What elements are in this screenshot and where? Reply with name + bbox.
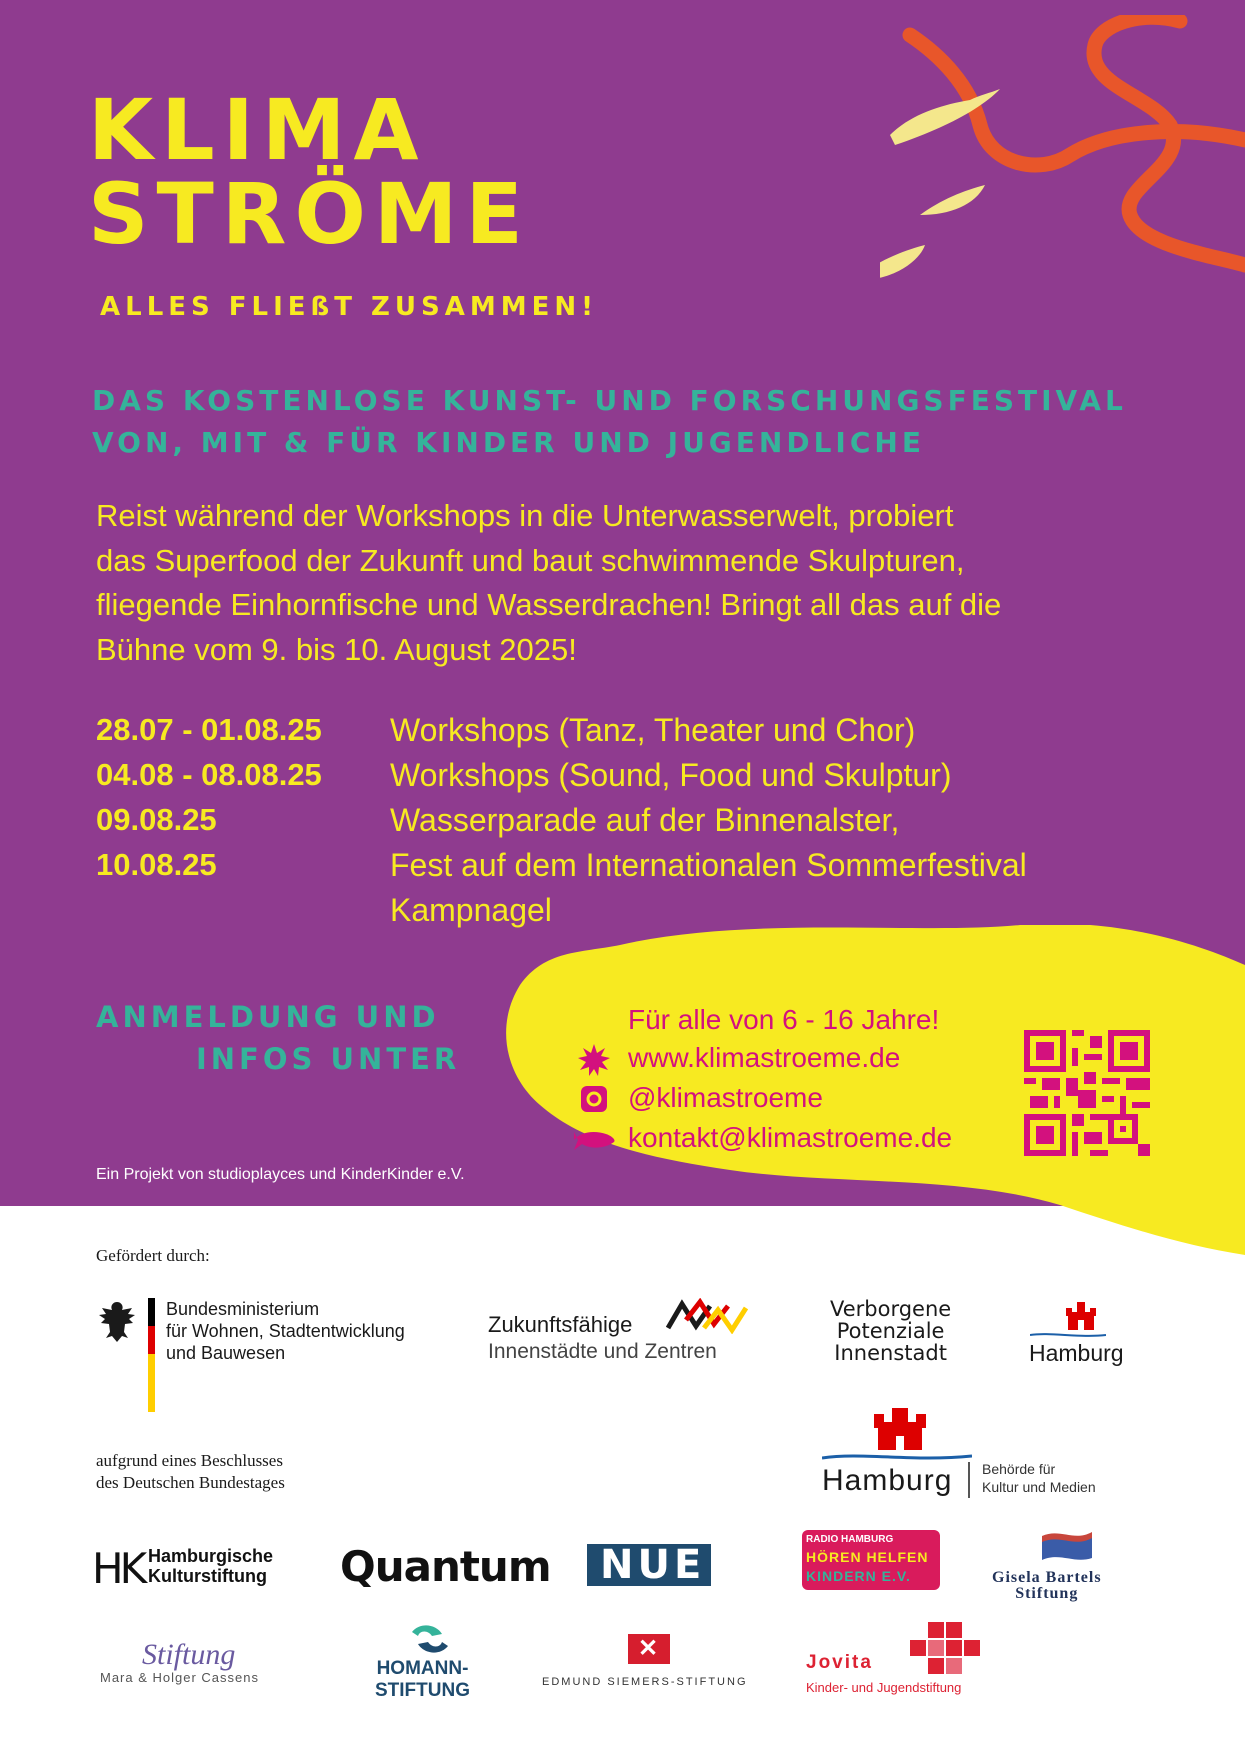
registration-line-2: INFOS UNTER: [196, 1042, 461, 1076]
hamburg-castle-icon: [1064, 1300, 1098, 1334]
homann-line: HOMANN-: [376, 1658, 469, 1679]
schedule-date: 04.08 - 08.08.25: [96, 757, 322, 792]
jovita-logo: Jovita: [806, 1652, 873, 1673]
hamburg-castle-large-icon: [870, 1404, 930, 1452]
flag-gold-bar: [148, 1354, 155, 1412]
decorative-streams: [880, 15, 1245, 305]
hk-line: Kulturstiftung: [148, 1566, 267, 1586]
behoerde-line: Behörde für: [982, 1461, 1056, 1477]
hk-line: Hamburgische: [148, 1546, 274, 1566]
intro-line: Bühne vom 9. bis 10. August 2025!: [96, 631, 577, 667]
gisela-logo: [992, 1570, 1102, 1602]
schedule-date: 09.08.25: [96, 802, 217, 837]
resolution-note: [96, 1450, 285, 1494]
potenziale-logo: [830, 1298, 951, 1364]
homann-line: STIFTUNG: [375, 1680, 470, 1701]
potenziale-line: Innenstadt: [834, 1341, 947, 1365]
hamburg-logo-text: Hamburg: [1029, 1340, 1124, 1366]
schedule-text: Fest auf dem Internationalen Sommerfestival: [390, 847, 1027, 883]
zukunft-title: Zukunftsfähige: [488, 1312, 633, 1337]
cassens-name: Mara & Holger Cassens: [100, 1670, 259, 1685]
schedule-date: 28.07 - 01.08.25: [96, 712, 322, 747]
hamburg-large-text: Hamburg: [822, 1464, 953, 1497]
schedule-text: Kampnagel: [390, 892, 552, 928]
hk-mark: HK: [92, 1544, 144, 1593]
title-line-1: KLIMA: [88, 81, 427, 179]
potenziale-line: Verborgene: [830, 1297, 952, 1321]
behoerde-line: Kultur und Medien: [982, 1479, 1096, 1495]
fish-icon: [572, 1128, 616, 1152]
resolution-line: des Deutschen Bundestages: [96, 1473, 285, 1492]
gisela-flag-icon: [1040, 1528, 1094, 1564]
divider: [968, 1462, 970, 1498]
festival-line-1: DAS KOSTENLOSE KUNST- UND FORSCHUNGSFESTIVAL: [92, 384, 1127, 417]
festival-line-2: VON, MIT & FÜR KINDER UND JUGENDLICHE: [92, 426, 925, 459]
instagram-icon: [580, 1085, 608, 1113]
jovita-subtitle: Kinder- und Jugendstiftung: [806, 1680, 962, 1695]
tagline: ALLES FLIEßT ZUSAMMEN!: [100, 292, 598, 322]
federal-eagle-icon: [96, 1298, 138, 1344]
ministry-line: Bundesministerium: [166, 1299, 320, 1319]
instagram-link[interactable]: @klimastroeme: [628, 1082, 823, 1113]
email-link[interactable]: kontakt@klimastroeme.de: [628, 1122, 953, 1153]
flag-black-bar: [148, 1298, 155, 1326]
schedule-date: 10.08.25: [96, 847, 217, 882]
hamburg-wave-icon: [1030, 1332, 1106, 1338]
schedule-text: Workshops (Sound, Food und Skulptur): [390, 757, 952, 793]
intro-paragraph: [96, 494, 1001, 672]
registration-line-1: ANMELDUNG UND: [96, 1000, 440, 1034]
funding-label: Gefördert durch:: [96, 1246, 210, 1265]
website-link[interactable]: www.klimastroeme.de: [628, 1042, 901, 1073]
gisela-line: Stiftung: [1015, 1585, 1079, 1602]
ministry-name: [166, 1298, 405, 1364]
intro-line: das Superfood der Zukunft und baut schwimmende Skulpturen,: [96, 542, 965, 578]
project-note: Ein Projekt von studioplayces und KinderKinder e.V.: [96, 1166, 465, 1183]
sun-icon: [578, 1044, 610, 1076]
schedule-text: Workshops (Tanz, Theater und Chor): [390, 712, 916, 748]
zukunft-subtitle: Innenstädte und Zentren: [488, 1340, 717, 1363]
title-line-2: STRÖME: [88, 165, 531, 263]
siemers-cross-icon: ✕: [638, 1635, 659, 1662]
intro-line: fliegende Einhornfische und Wasserdrachen! Bringt all das auf die: [96, 587, 1002, 622]
siemers-name: EDMUND SIEMERS-STIFTUNG: [542, 1676, 748, 1688]
ministry-line: für Wohnen, Stadtentwicklung: [166, 1321, 405, 1341]
homann-logo: [375, 1658, 470, 1702]
hamburg-large-wave-icon: [822, 1452, 972, 1462]
behoerde-text: [982, 1460, 1096, 1496]
qr-code[interactable]: [1024, 1030, 1150, 1156]
potenziale-line: Potenziale: [836, 1319, 945, 1343]
nue-logo: NUE: [600, 1542, 706, 1588]
zukunft-logo-icon: [666, 1298, 748, 1334]
intro-line: Reist während der Workshops in die Unterwasserwelt, probiert: [96, 498, 954, 533]
gisela-line: Gisela Bartels: [992, 1569, 1102, 1586]
ministry-line: und Bauwesen: [166, 1343, 286, 1363]
radio-line-1: RADIO HAMBURG: [806, 1534, 894, 1545]
radio-line-3: KINDERN E.V.: [806, 1568, 911, 1584]
quantum-logo: Quantum: [340, 1542, 551, 1591]
schedule-text: Wasserparade auf der Binnenalster,: [390, 802, 900, 838]
hk-kulturstiftung: [148, 1546, 273, 1586]
cassens-script: Stiftung: [142, 1638, 236, 1671]
homann-logo-icon: [408, 1622, 452, 1658]
jovita-squares-icon: [892, 1620, 984, 1676]
radio-line-2: HÖREN HELFEN: [806, 1549, 929, 1565]
flag-red-bar: [148, 1326, 155, 1354]
resolution-line: aufgrund eines Beschlusses: [96, 1451, 283, 1470]
age-note: Für alle von 6 - 16 Jahre!: [628, 1004, 940, 1035]
